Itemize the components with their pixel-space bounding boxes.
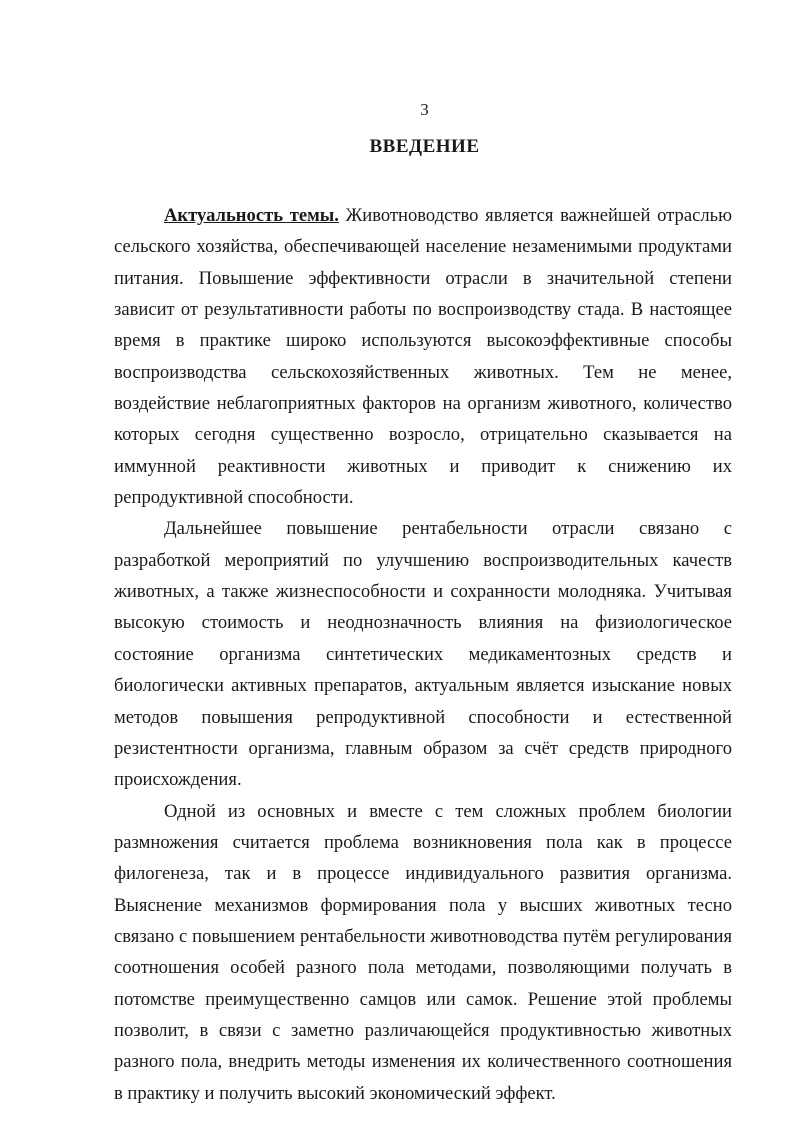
section-heading: ВВЕДЕНИЕ: [369, 136, 480, 157]
page-number: 3: [420, 100, 429, 119]
body-text: [114, 200, 732, 1109]
paragraph-3: Одной из основных и вместе с тем сложных проблем биологии размножения считается проблема возникновения пола как в процессе филогенеза, так и в процессе индивидуального развития организма. Выяснение механизмов формирования пола у высших животных тесно связано с повышением рентабельности животноводства путём регулирования соотношения особей разного пола методами, позволяющими получать в потомстве преимущественно самцов или самок. Решение этой проблемы позволит, в связи с заметно различающейся продуктивностью животных разного пола, внедрить методы изменения их количественного соотношения в практику и получить высокий экономический эффект.: [114, 800, 732, 1104]
paragraph-2: Дальнейшее повышение рентабельности отрасли связано с разработкой мероприятий по улучшению воспроизводительных качеств животных, а также жизнеспособности и сохранности молодняка. Учитывая высокую стоимость и неоднозначность влияния на физиологическое состояние организма синтетических медикаментозных средств и биологически активных препаратов, актуальным является изыскание новых методов повышения репродуктивной способности и естественной резистентности организма, главным образом за счёт средств природного происхождения.: [114, 518, 732, 791]
paragraph-lead: Актуальность темы.: [164, 205, 339, 226]
paragraph-1-text: Животноводство является важнейшей отраслью сельского хозяйства, обеспечивающей население незаменимыми продуктами питания. Повышение эффективности отрасли в значительной степени зависит от результативности работы по воспроизводству стада. В настоящее время в практике широко используются высокоэффективные способы воспроизводства сельскохозяйственных животных. Тем не менее, воздействие неблагоприятных факторов на организм животного, количество которых сегодня существенно возросло, отрицательно сказывается на иммунной реактивности животных и приводит к снижению их репродуктивной способности.: [114, 205, 732, 509]
paragraph-1: [114, 200, 732, 513]
